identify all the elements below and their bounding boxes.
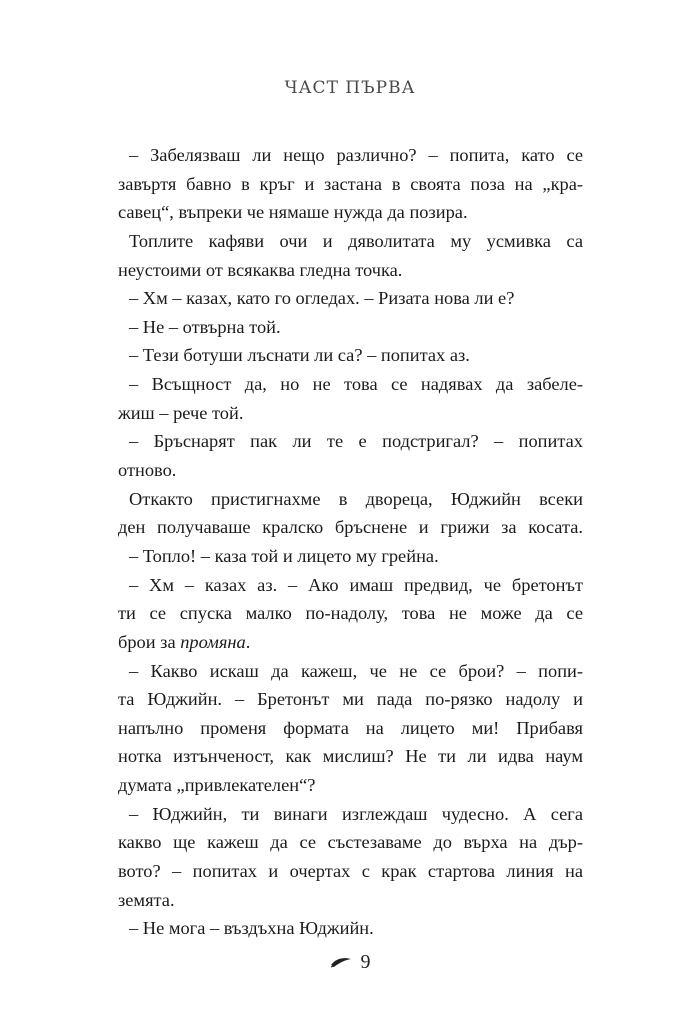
- text-line: [118, 685, 583, 714]
- text-line: [118, 485, 583, 514]
- text-line-content: – Хм – казах аз. – Ако имаш предвид, че бретонът: [129, 574, 583, 595]
- text-line: [118, 370, 583, 399]
- trailing-punctuation: .: [245, 631, 251, 652]
- text-line: [118, 141, 583, 170]
- text-line-content: земята.: [118, 889, 175, 910]
- text-line: [118, 456, 583, 485]
- text-line: [118, 628, 583, 657]
- text-line: [118, 714, 583, 743]
- text-line-content: – Какво искаш да кажеш, че не се брои? – попи-: [129, 660, 583, 681]
- text-line: [118, 227, 583, 256]
- text-line: [118, 914, 583, 943]
- text-line-content: нотка изтънченост, как мислиш? Не ти ли идва наум: [118, 746, 583, 767]
- text-line: [118, 256, 583, 285]
- page-folio: [0, 950, 700, 974]
- text-line-content: – Всъщност да, но не това се надявах да забеле-: [129, 374, 583, 395]
- feather-ornament-icon: [330, 951, 352, 974]
- running-head: ЧАСТ ПЪРВА: [284, 78, 416, 98]
- text-line: [118, 857, 583, 886]
- text-line: [118, 341, 583, 370]
- text-line: [118, 542, 583, 571]
- text-line-content: – Забелязваш ли нещо различно? – попита, като се: [129, 145, 583, 165]
- text-line-content: – Тези ботуши лъснати ли са? – попитах аз.: [129, 345, 470, 366]
- text-line: [118, 657, 583, 686]
- text-line-content: неустоими от всякаква гледна точка.: [118, 259, 403, 280]
- text-line: [118, 313, 583, 342]
- text-line-content: – Бръснарят пак ли те е подстригал? – попитах: [129, 431, 583, 452]
- text-line-content: отново.: [118, 460, 177, 481]
- text-line-content: Топлите кафяви очи и дяволитата му усмивка са: [129, 230, 583, 251]
- text-line-content: савец“, въпреки че нямаше нужда да позира.: [118, 202, 468, 223]
- text-line-content: – Не – отвърна той.: [129, 316, 281, 337]
- text-line-content: Откакто пристигнахме в двореца, Юджийн всеки: [129, 488, 583, 509]
- text-line-content: думата „привлекателен“?: [118, 775, 316, 796]
- text-line-content: напълно променя формата на лицето ми! Прибавя: [118, 717, 583, 738]
- italic-word: промяна: [180, 631, 246, 652]
- text-line-content: – Хм – казах, като го огледах. – Ризата нова ли е?: [129, 288, 515, 309]
- text-line-content: вото? – попитах и очертах с крак стартова линия на: [118, 861, 583, 882]
- page-number: 9: [360, 950, 371, 973]
- text-line-content: брои за: [118, 631, 181, 652]
- text-line-content: завъртя бавно в кръг и застана в своята поза на „кра-: [118, 173, 583, 194]
- text-line: [118, 800, 583, 829]
- text-line-content: – Не мога – въздъхна Юджийн.: [129, 918, 374, 939]
- text-line: [118, 513, 583, 542]
- text-line: [118, 427, 583, 456]
- text-line: [118, 886, 583, 915]
- text-line: [118, 742, 583, 771]
- text-line: [118, 571, 583, 600]
- text-line: [118, 198, 583, 227]
- text-line: [118, 170, 583, 199]
- text-line-content: та Юджийн. – Бретонът ми пада по-рязко надолу и: [118, 689, 583, 710]
- text-line: [118, 284, 583, 313]
- text-line-content: жиш – рече той.: [118, 402, 244, 423]
- text-line-content: ти се спуска малко по-надолу, това не може да се: [118, 603, 583, 624]
- text-line-content: какво ще кажеш да се състезаваме до върха на дър-: [118, 832, 583, 853]
- text-line: [118, 399, 583, 428]
- text-line-content: – Юджийн, ти винаги изглеждаш чудесно. А сега: [129, 803, 583, 824]
- text-line: [118, 599, 583, 628]
- text-line-content: ден получаваше кралско бръснене и грижи за косата.: [118, 517, 583, 538]
- text-line: [118, 771, 583, 800]
- body-text: [118, 141, 583, 943]
- text-line: [118, 828, 583, 857]
- text-line-content: – Топло! – каза той и лицето му грейна.: [129, 545, 439, 566]
